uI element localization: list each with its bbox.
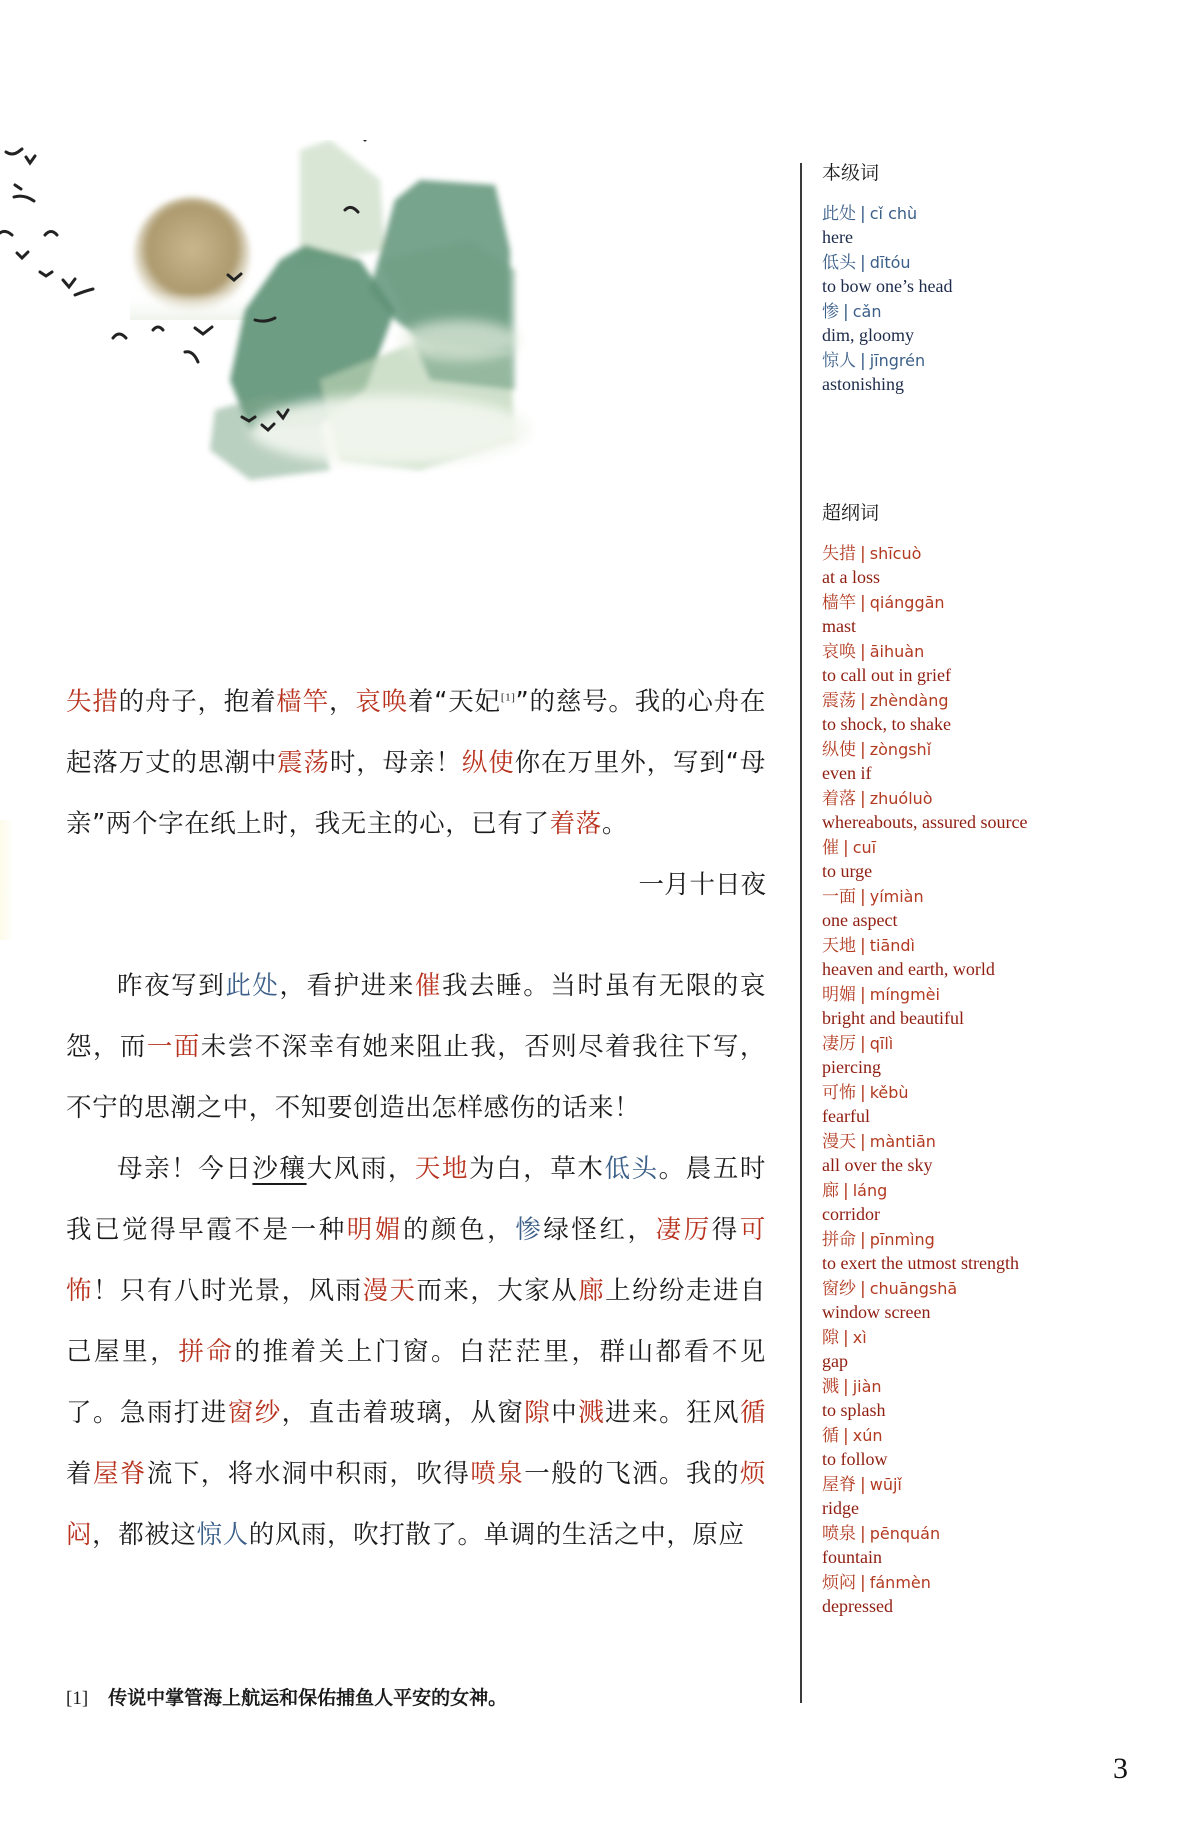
glossary-entry: [822, 591, 1182, 637]
glossary-definition: to bow one’s head: [822, 276, 953, 296]
glossary-separator: |: [860, 1524, 866, 1544]
glossary-hanzi: 漫天: [822, 1132, 856, 1152]
vocab-highlight: 凄厉: [655, 1215, 712, 1245]
glossary-definition: ridge: [822, 1498, 859, 1518]
sun-shape: [130, 197, 255, 320]
place-name: 沙穰: [252, 1154, 307, 1184]
text-segment: 时，母亲！: [329, 748, 462, 778]
text-segment: 的推着关上门窗。白茫茫里，群山都看不见了。急雨打进: [66, 1337, 767, 1428]
glossary-definition: bright and beautiful: [822, 1008, 964, 1028]
glossary-separator: |: [860, 351, 866, 371]
text-segment: 着: [66, 1459, 93, 1489]
glossary-separator: |: [860, 1034, 866, 1054]
glossary-entry: [822, 1375, 1182, 1421]
glossary-entry: [822, 689, 1182, 735]
glossary-pinyin: cǐ chù: [869, 204, 918, 223]
glossary-separator: |: [860, 253, 866, 273]
glossary-separator: |: [843, 1181, 849, 1201]
glossary-definition: fountain: [822, 1547, 882, 1567]
glossary-separator: |: [860, 642, 866, 662]
vocab-highlight: 此处: [225, 971, 280, 1001]
vocab-highlight: 惨: [515, 1215, 544, 1245]
glossary-hanzi: 一面: [822, 887, 856, 907]
glossary-term: [822, 689, 1182, 713]
vocab-highlight: 窗纱: [227, 1398, 282, 1428]
glossary-hanzi: 窗纱: [822, 1279, 856, 1299]
glossary-pinyin: xì: [852, 1328, 867, 1347]
glossary-hanzi: 催: [822, 838, 839, 858]
glossary-separator: |: [860, 544, 866, 564]
vocab-highlight: 屋脊: [92, 1459, 147, 1489]
text-segment: 我去睡。当时虽有无限的哀怨，而: [66, 971, 766, 1062]
vocab-highlight: 烦闷: [66, 1459, 767, 1550]
glossary-separator: |: [843, 1377, 849, 1397]
glossary-entry: [822, 983, 1182, 1029]
ink-landscape-illustration: [0, 140, 770, 510]
vocab-highlight: 廊: [578, 1276, 606, 1306]
glossary-hanzi: 着落: [822, 789, 856, 809]
glossary-pinyin: jīngrén: [869, 351, 926, 370]
glossary-term: [822, 1424, 1182, 1448]
glossary-term: [822, 349, 1182, 373]
glossary-entry: [822, 738, 1182, 784]
glossary-entry: [822, 787, 1182, 833]
glossary-term: [822, 738, 1182, 762]
glossary-term: [822, 1081, 1182, 1105]
glossary-definition: even if: [822, 763, 872, 783]
glossary-pinyin: zhèndàng: [869, 691, 949, 710]
text-segment: 你在万里外，写到“母亲”两个字在纸上时，我无主的心，已有了: [66, 748, 766, 839]
text-segment: 。: [601, 809, 628, 839]
glossary-hanzi: 可怖: [822, 1083, 856, 1103]
glossary-definition: heaven and earth, world: [822, 959, 995, 979]
glossary-entry: [822, 934, 1182, 980]
glossary-pinyin: qiánggān: [869, 593, 945, 612]
glossary-entry: [822, 300, 1182, 346]
paragraph-2: [66, 956, 766, 1139]
glossary-separator: |: [860, 1573, 866, 1593]
glossary-pinyin: fánmèn: [869, 1573, 931, 1592]
paragraph-1: [66, 672, 766, 855]
text-segment: ，看护进来: [279, 971, 415, 1001]
glossary-pinyin: pēnquán: [869, 1524, 941, 1543]
vocab-highlight: 樯竿: [276, 687, 330, 717]
glossary-definition: to exert the utmost strength: [822, 1253, 1019, 1273]
glossary-term: [822, 934, 1182, 958]
glossary-pinyin: cǎn: [852, 302, 882, 321]
page-edge-glow: [0, 820, 14, 940]
text-segment: 母亲！今日: [117, 1154, 253, 1184]
glossary-entry: [822, 1179, 1182, 1225]
glossary-term: [822, 1473, 1182, 1497]
glossary-definition: to splash: [822, 1400, 886, 1420]
glossary-term: [822, 1571, 1182, 1595]
glossary-pinyin: jiàn: [852, 1377, 882, 1396]
glossary-separator: |: [860, 1132, 866, 1152]
glossary-hanzi: 此处: [822, 204, 856, 224]
glossary-pinyin: yímiàn: [869, 887, 924, 906]
glossary-hanzi: 溅: [822, 1377, 839, 1397]
vocab-highlight: 循: [739, 1398, 767, 1428]
glossary-separator: |: [843, 838, 849, 858]
paragraph-3: [66, 1139, 766, 1566]
glossary-beyond-words: [822, 500, 1182, 1620]
main-text-column: [66, 672, 766, 1566]
glossary-separator: |: [860, 789, 866, 809]
text-segment: 。晨五时我已觉得早霞不是一种: [66, 1154, 766, 1245]
glossary-entry: [822, 1473, 1182, 1519]
text-segment: 大风雨，: [306, 1154, 415, 1184]
glossary-separator: |: [860, 593, 866, 613]
glossary-entry: [822, 202, 1182, 248]
vocab-highlight: 催: [414, 971, 442, 1001]
glossary-list-level: [822, 202, 1182, 395]
glossary-pinyin: āihuàn: [869, 642, 925, 661]
glossary-hanzi: 喷泉: [822, 1524, 856, 1544]
text-segment: 中: [551, 1398, 579, 1428]
glossary-term: [822, 640, 1182, 664]
glossary-term: [822, 836, 1182, 860]
glossary-hanzi: 屋脊: [822, 1475, 856, 1495]
glossary-hanzi: 廊: [822, 1181, 839, 1201]
glossary-pinyin: míngmèi: [869, 985, 940, 1004]
vocab-highlight: 一面: [146, 1032, 201, 1062]
vocab-highlight: 明媚: [346, 1215, 403, 1245]
glossary-entry: [822, 349, 1182, 395]
glossary-entry: [822, 1228, 1182, 1274]
glossary-list-beyond: [822, 542, 1182, 1617]
text-segment: 上纷纷走进自己屋里，: [66, 1276, 767, 1367]
glossary-entry: [822, 836, 1182, 882]
glossary-definition: all over the sky: [822, 1155, 933, 1175]
glossary-term: [822, 1522, 1182, 1546]
text-segment: 流下，将水洞中积雨，吹得: [146, 1459, 471, 1489]
page-number: 3: [1113, 1752, 1128, 1785]
glossary-definition: piercing: [822, 1057, 881, 1077]
vocab-highlight: 可怖: [66, 1215, 766, 1306]
glossary-term: [822, 542, 1182, 566]
vocab-highlight: 漫天: [362, 1276, 417, 1306]
glossary-hanzi: 低头: [822, 253, 856, 273]
glossary-entry: [822, 1277, 1182, 1323]
glossary-term: [822, 202, 1182, 226]
glossary-heading-beyond: 超纲词: [822, 502, 880, 524]
glossary-hanzi: 失措: [822, 544, 856, 564]
glossary-definition: one aspect: [822, 910, 898, 930]
vocab-highlight: 喷泉: [470, 1459, 525, 1489]
glossary-pinyin: shīcuò: [869, 544, 922, 563]
glossary-term: [822, 1375, 1182, 1399]
glossary-definition: to call out in grief: [822, 665, 951, 685]
glossary-term: [822, 1130, 1182, 1154]
glossary-entry: [822, 1522, 1182, 1568]
glossary-pinyin: kěbù: [869, 1083, 909, 1102]
vocab-highlight: 低头: [604, 1154, 659, 1184]
glossary-pinyin: láng: [852, 1181, 888, 1200]
text-segment: ”的慈号。我的心舟在起落万丈的思潮中: [66, 687, 767, 778]
glossary-definition: to urge: [822, 861, 873, 881]
glossary-pinyin: chuāngshā: [869, 1279, 958, 1298]
glossary-hanzi: 樯竿: [822, 593, 856, 613]
footnote: [66, 1683, 507, 1710]
glossary-pinyin: màntiān: [869, 1132, 936, 1151]
glossary-entry: [822, 1326, 1182, 1372]
glossary-separator: |: [860, 887, 866, 907]
glossary-pinyin: zhuóluò: [869, 789, 933, 808]
vocab-highlight: 失措: [66, 687, 119, 717]
glossary-separator: |: [843, 302, 849, 322]
glossary-entry: [822, 542, 1182, 588]
text-segment: ！只有八时光景，风雨: [92, 1276, 363, 1306]
glossary-heading-level: 本级词: [822, 162, 880, 184]
glossary-hanzi: 哀唤: [822, 642, 856, 662]
glossary-hanzi: 拼命: [822, 1230, 856, 1250]
glossary-pinyin: dītóu: [869, 253, 911, 272]
glossary-term: [822, 300, 1182, 324]
text-segment: 而来，大家从: [416, 1276, 579, 1306]
glossary-pinyin: wūjǐ: [869, 1475, 902, 1494]
footnote-marker: [1]: [66, 1688, 89, 1709]
glossary-definition: astonishing: [822, 374, 905, 394]
glossary-hanzi: 烦闷: [822, 1573, 856, 1593]
glossary-hanzi: 惨: [822, 302, 839, 322]
glossary-definition: at a loss: [822, 567, 880, 587]
glossary-separator: |: [860, 691, 866, 711]
text-segment: 进来。狂风: [605, 1398, 740, 1428]
text-segment: ，直击着玻璃，从窗: [281, 1398, 525, 1428]
text-segment: 的风雨，吹打散了。单调的生活之中，原应: [248, 1520, 745, 1550]
glossary-entry: [822, 1424, 1182, 1470]
glossary-term: [822, 1032, 1182, 1056]
text-segment: ，都被这: [92, 1520, 197, 1550]
glossary-definition: whereabouts, assured source: [822, 812, 1028, 832]
glossary-term: [822, 1277, 1182, 1301]
vocab-highlight: 拼命: [178, 1337, 235, 1367]
text-segment: 未尝不深幸有她来阻止我，否则尽着我往下写，不宁的思潮之中，不知要创造出怎样感伤的话来！: [66, 1032, 766, 1123]
glossary-hanzi: 明媚: [822, 985, 856, 1005]
text-segment: 一般的飞洒。我的: [524, 1459, 740, 1489]
glossary-definition: to follow: [822, 1449, 888, 1469]
glossary-separator: |: [860, 1279, 866, 1299]
glossary-hanzi: 震荡: [822, 691, 856, 711]
glossary-hanzi: 惊人: [822, 351, 856, 371]
text-segment: 得: [711, 1215, 740, 1245]
glossary-definition: window screen: [822, 1302, 931, 1322]
glossary-definition: dim, gloomy: [822, 325, 915, 345]
glossary-separator: |: [860, 1475, 866, 1495]
glossary-level-words: [822, 160, 1182, 398]
glossary-entry: [822, 251, 1182, 297]
glossary-separator: |: [860, 985, 866, 1005]
text-segment: ，: [329, 687, 356, 717]
glossary-entry: [822, 640, 1182, 686]
glossary-entry: [822, 1032, 1182, 1078]
glossary-pinyin: cuī: [852, 838, 877, 857]
glossary-hanzi: 天地: [822, 936, 856, 956]
glossary-entry: [822, 885, 1182, 931]
glossary-term: [822, 251, 1182, 275]
glossary-term: [822, 885, 1182, 909]
glossary-separator: |: [843, 1426, 849, 1446]
column-divider: [800, 163, 802, 1703]
glossary-term: [822, 787, 1182, 811]
vocab-highlight: 纵使: [461, 748, 515, 778]
glossary-definition: to shock, to shake: [822, 714, 951, 734]
glossary-definition: fearful: [822, 1106, 870, 1126]
glossary-definition: gap: [822, 1351, 848, 1371]
glossary-definition: mast: [822, 616, 856, 636]
glossary-term: [822, 591, 1182, 615]
text-segment: 的舟子，抱着: [118, 687, 277, 717]
vocab-highlight: 天地: [414, 1154, 470, 1184]
glossary-entry: [822, 1130, 1182, 1176]
text-segment: 着“天妃: [407, 687, 501, 717]
glossary-hanzi: 凄厉: [822, 1034, 856, 1054]
glossary-separator: |: [843, 1328, 849, 1348]
glossary-term: [822, 1326, 1182, 1350]
glossary-entry: [822, 1571, 1182, 1617]
text-segment: 的颜色，: [402, 1215, 516, 1245]
vocab-highlight: 哀唤: [355, 687, 408, 717]
vocab-highlight: 惊人: [196, 1520, 249, 1550]
glossary-definition: here: [822, 227, 853, 247]
glossary-pinyin: pīnmìng: [869, 1230, 935, 1249]
footnote-text: 传说中掌管海上航运和保佑捕鱼人平安的女神。: [108, 1687, 508, 1709]
glossary-pinyin: qīlì: [869, 1034, 894, 1053]
glossary-separator: |: [860, 740, 866, 760]
glossary-hanzi: 循: [822, 1426, 839, 1446]
glossary-definition: depressed: [822, 1596, 893, 1616]
glossary-hanzi: 纵使: [822, 740, 856, 760]
vocab-highlight: 震荡: [277, 748, 330, 778]
glossary-pinyin: tiāndì: [869, 936, 915, 955]
footnote-reference: [1]: [500, 691, 516, 704]
vocab-highlight: 着落: [549, 809, 602, 839]
vocab-highlight: 隙: [524, 1398, 552, 1428]
glossary-separator: |: [860, 1230, 866, 1250]
text-segment: 昨夜写到: [117, 971, 226, 1001]
glossary-term: [822, 1179, 1182, 1203]
glossary-term: [822, 983, 1182, 1007]
text-segment: 绿怪红，: [543, 1215, 656, 1245]
glossary-pinyin: xún: [852, 1426, 883, 1445]
glossary-pinyin: zòngshǐ: [869, 740, 932, 759]
vocab-highlight: 溅: [578, 1398, 606, 1428]
glossary-separator: |: [860, 936, 866, 956]
glossary-hanzi: 隙: [822, 1328, 839, 1348]
glossary-definition: corridor: [822, 1204, 880, 1224]
glossary-entry: [822, 1081, 1182, 1127]
text-segment: 为白，草木: [469, 1154, 605, 1184]
glossary-term: [822, 1228, 1182, 1252]
date-signature: 一月十日夜: [638, 870, 766, 900]
glossary-separator: |: [860, 204, 866, 224]
glossary-separator: |: [860, 1083, 866, 1103]
